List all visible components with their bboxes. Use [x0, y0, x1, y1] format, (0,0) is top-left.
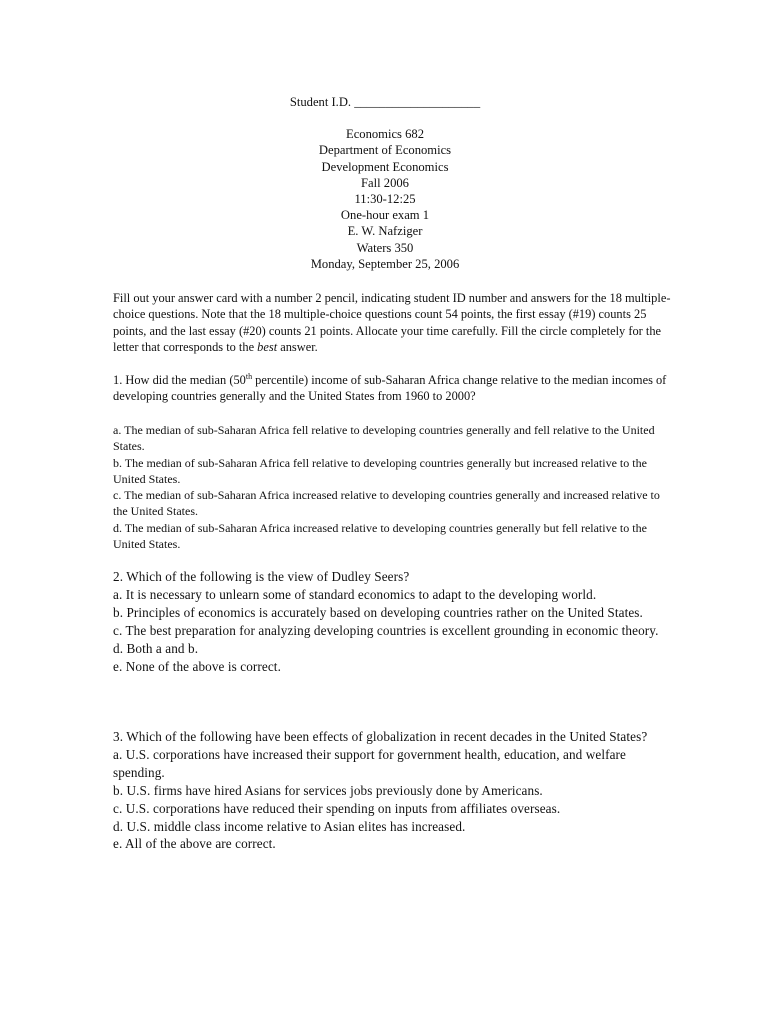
question-3-option-a: a. U.S. corporations have increased their support for government health, education, and welfare spending.: [113, 746, 627, 780]
question-1-prefix: 1. How did the median (50: [113, 373, 246, 387]
question-1-options: [113, 422, 673, 552]
question-1-option-b: b. The median of sub-Saharan Africa fell relative to developing countries generally but increased relative to the United States.: [113, 455, 647, 486]
question-1-suffix: percentile) income of sub-Saharan Africa change relative to the median incomes of developing countries generally and the United States from 1960 to 2000?: [113, 373, 667, 404]
question-3-option-b: b. U.S. firms have hired Asians for services jobs previously done by Americans.: [113, 782, 543, 798]
student-id-line: Student I.D. ____________________: [289, 95, 481, 109]
department: Department of Economics: [318, 143, 452, 158]
question-1-option-c: c. The median of sub-Saharan Africa increased relative to developing countries generally and increased relative to the United States.: [113, 488, 660, 519]
question-2-option-e: e. None of the above is correct.: [113, 658, 281, 674]
instructions-emphasis: best: [257, 339, 278, 354]
question-2-option-b: b. Principles of economics is accurately based on developing countries rather on the United States.: [113, 604, 643, 620]
exam-header: [0, 94, 770, 272]
instructions-text: Fill out your answer card with a number 2 pencil, indicating student ID number and answers for the 18 multiple-choice questions. Note that the 18 multiple-choice questions count 54 points, the first essay (#19) counts 25 points, and the last essay (#20) counts 21 points. Allocate your time carefully. Fill the circle completely for the letter that corresponds to the: [113, 291, 671, 354]
question-1-option-a: a. The median of sub-Saharan Africa fell relative to developing countries generally and fell relative to the United States.: [113, 423, 655, 454]
room: Waters 350: [356, 240, 414, 255]
question-3-option-d: d. U.S. middle class income relative to Asian elites has increased.: [113, 818, 466, 834]
course-title: Development Economics: [321, 159, 449, 174]
question-3-option-e: e. All of the above are correct.: [113, 836, 276, 852]
question-2-option-d: d. Both a and b.: [113, 640, 199, 656]
question-2-option-a: a. It is necessary to unlearn some of standard economics to adapt to the developing world.: [113, 586, 597, 602]
exam-name: One-hour exam 1: [340, 208, 430, 223]
question-3: [113, 728, 673, 853]
question-1-option-d: d. The median of sub-Saharan Africa increased relative to developing countries generally but fell relative to the United States.: [113, 520, 647, 552]
instructor: E. W. Nafziger: [347, 224, 423, 239]
question-2-stem: 2. Which of the following is the view of Dudley Seers?: [113, 569, 410, 584]
course-number: Economics 682: [346, 127, 424, 142]
exam-time: 11:30-12:25: [354, 192, 416, 207]
question-2: [113, 568, 673, 675]
term: Fall 2006: [361, 175, 409, 190]
question-3-option-c: c. U.S. corporations have reduced their spending on inputs from affiliates overseas.: [113, 800, 561, 816]
question-3-stem: 3. Which of the following have been effects of globalization in recent decades in the United States?: [113, 729, 648, 744]
instructions-paragraph: [113, 290, 673, 355]
exam-date: Monday, September 25, 2006: [310, 256, 460, 271]
question-2-option-c: c. The best preparation for analyzing developing countries is excellent grounding in economic theory.: [113, 622, 659, 638]
instructions-tail: answer.: [277, 339, 318, 354]
question-1-stem: [113, 372, 673, 405]
question-1-superscript: th: [245, 371, 253, 381]
